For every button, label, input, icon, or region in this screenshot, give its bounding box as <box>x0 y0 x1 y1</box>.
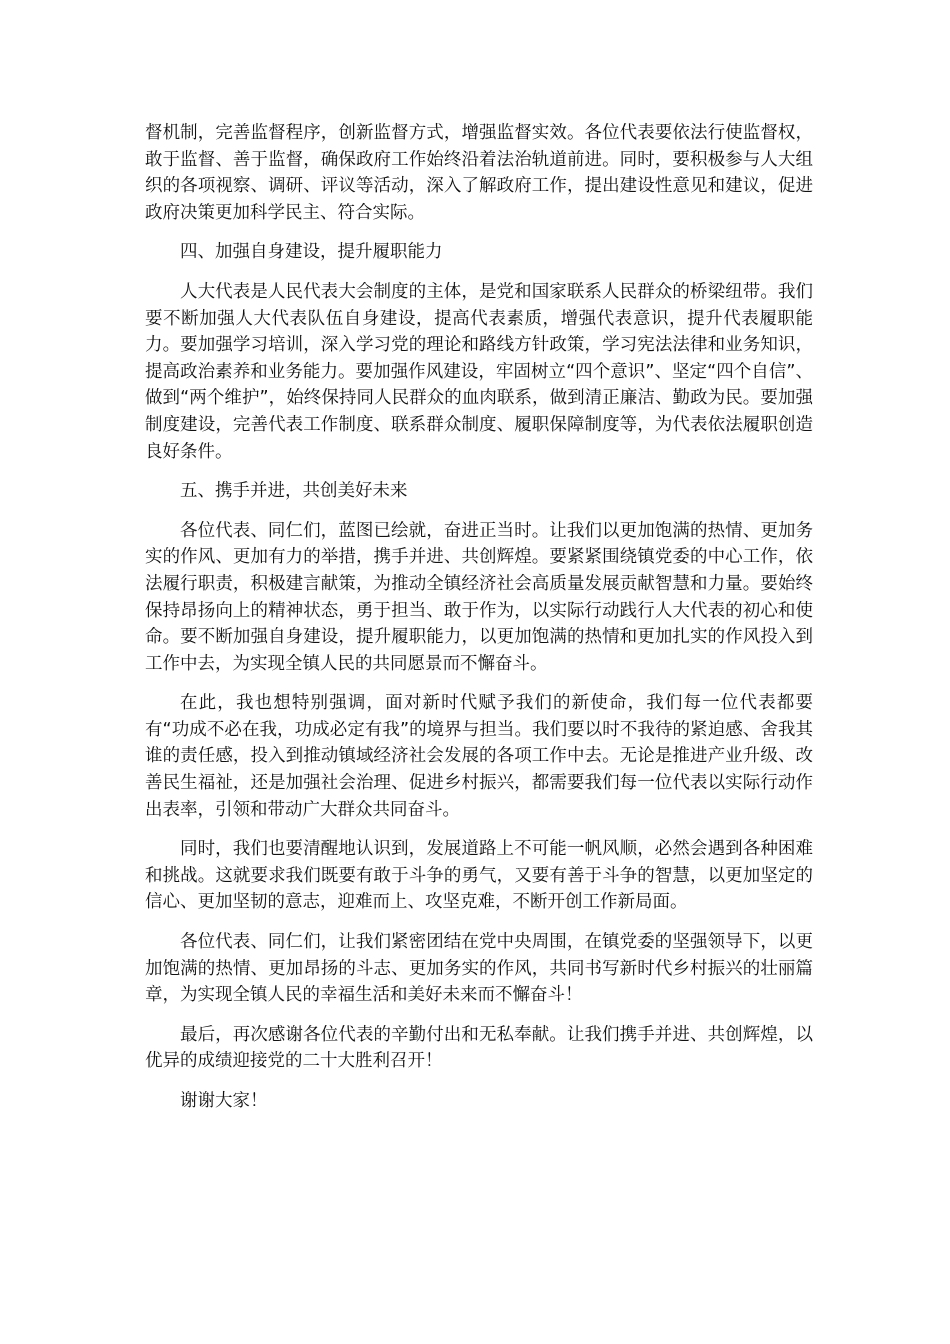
paragraph-unity: 各位代表、同仁们，让我们紧密团结在党中央周围，在镇党委的坚强领导下，以更加饱满的热情、更加昂扬的斗志、更加务实的作风，共同书写新时代乡村振兴的壮丽篇章，为实现全镇人民的幸福生活和美好未来而不懈奋斗！ <box>145 932 813 1006</box>
paragraph-continuation: 督机制，完善监督程序，创新监督方式，增强监督实效。各位代表要依法行使监督权，敢于监督、善于监督，确保政府工作始终沿着法治轨道前进。同时，要积极参与人大组织的各项视察、调研、评议等活动，深入了解政府工作，提出建设性意见和建议，促进政府决策更加科学民主、符合实际。 <box>145 123 813 223</box>
section-heading-five: 五、携手并进，共创美好未来 <box>180 481 408 502</box>
paragraph-closing: 谢谢大家！ <box>180 1091 268 1111</box>
paragraph-self-building: 人大代表是人民代表大会制度的主体，是党和国家联系人民群众的桥梁纽带。我们要不断加强人大代表队伍自身建设，提高代表素质，增强代表意识，提升代表履职能力。要加强学习培训，深入学习党的理论和路线方针政策，学习宪法法律和业务知识，提高政治素养和业务能力。要加强作风建设，牢固树立“四个意识”、坚定“四个自信”、做到“两个维护”，始终保持同人民群众的血肉联系，做到清正廉洁、勤政为民。要加强制度建设，完善代表工作制度、联系群众制度、履职保障制度等，为代表依法履职创造良好条件。 <box>145 281 813 462</box>
document-body <box>145 120 813 1128</box>
paragraph-thanks: 最后，再次感谢各位代表的辛勤付出和无私奉献。让我们携手并进、共创辉煌，以优异的成绩迎接党的二十大胜利召开！ <box>145 1024 813 1072</box>
paragraph-challenges: 同时，我们也要清醒地认识到，发展道路上不可能一帆风顺，必然会遇到各种困难和挑战。这就要求我们既要有敢于斗争的勇气，又要有善于斗争的智慧，以更加坚定的信心、更加坚韧的意志，迎难而上、攻坚克难，不断开创工作新局面。 <box>145 839 813 913</box>
section-heading-four: 四、加强自身建设，提升履职能力 <box>180 242 443 263</box>
paragraph-blueprint: 各位代表、同仁们，蓝图已绘就，奋进正当时。让我们以更加饱满的热情、更加务实的作风、更加有力的举措，携手并进、共创辉煌。要紧紧围绕镇党委的中心工作，依法履行职责，积极建言献策，为推动全镇经济社会高质量发展贡献智慧和力量。要始终保持昂扬向上的精神状态，勇于担当、敢于作为，以实际行动践行人大代表的初心和使命。要不断加强自身建设，提升履职能力，以更加饱满的热情和更加扎实的作风投入到工作中去，为实现全镇人民的共同愿景而不懈奋斗。 <box>145 520 813 674</box>
paragraph-emphasis: 在此，我也想特别强调，面对新时代赋予我们的新使命，我们每一位代表都要有“功成不必在我，功成必定有我”的境界与担当。我们要以时不我待的紧迫感、舍我其谁的责任感，投入到推动镇域经济社会发展的各项工作中去。无论是推进产业升级、改善民生福祉，还是加强社会治理、促进乡村振兴，都需要我们每一位代表以实际行动作出表率，引领和带动广大群众共同奋斗。 <box>145 693 813 820</box>
